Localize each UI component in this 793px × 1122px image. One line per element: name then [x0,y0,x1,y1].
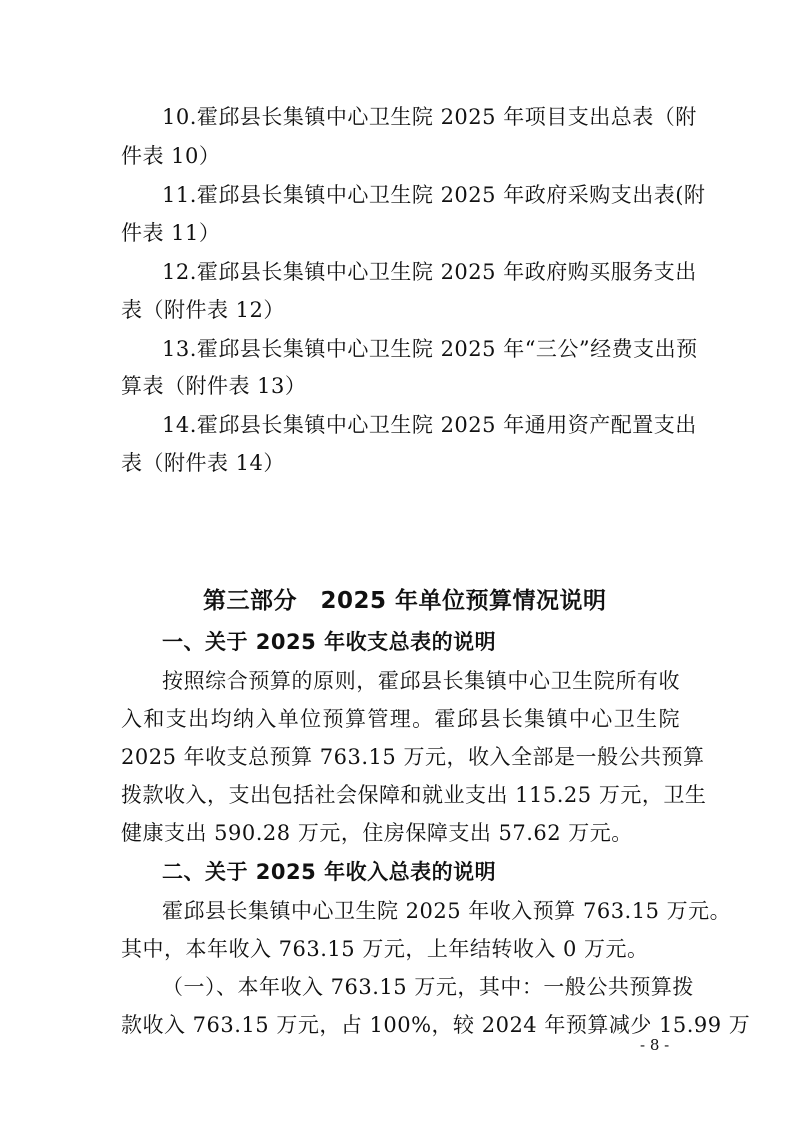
section-1-line-4: 拨款收入，支出包括社会保障和就业支出 115.25 万元，卫生 [121,783,707,807]
list-item-14-line1: 14.霍邱县长集镇中心卫生院 2025 年通用资产配置支出 [162,413,697,437]
list-item-12-line2: 表（附件表 12） [121,298,285,322]
section-2-heading: 二、关于 2025 年收入总表的说明 [162,860,497,884]
list-item-11-line2: 件表 11） [121,221,221,245]
list-item-13-line1: 13.霍邱县长集镇中心卫生院 2025 年“三公”经费支出预 [162,337,698,361]
list-item-10-line1: 10.霍邱县长集镇中心卫生院 2025 年项目支出总表（附 [162,105,697,129]
section-2-line-2: 其中，本年收入 763.15 万元，上年结转收入 0 万元。 [121,937,649,961]
list-item-14-line2: 表（附件表 14） [121,451,285,475]
section-2-line-4: 款收入 763.15 万元，占 100%，较 2024 年预算减少 15.99 万 [121,1013,751,1037]
section-1-line-5: 健康支出 590.28 万元，住房保障支出 57.62 万元。 [121,821,633,845]
section-2-line-1: 霍邱县长集镇中心卫生院 2025 年收入预算 763.15 万元。 [162,899,732,923]
section-1-heading: 一、关于 2025 年收支总表的说明 [162,630,497,654]
section-1-line-2: 入和支出均纳入单位预算管理。霍邱县长集镇中心卫生院 [121,707,680,731]
list-item-12-line1: 12.霍邱县长集镇中心卫生院 2025 年政府购买服务支出 [162,260,697,284]
section-2-line-3: （一）、本年收入 763.15 万元，其中：一般公共预算拨 [162,975,694,999]
part-title: 第三部分 2025 年单位预算情况说明 [203,588,607,614]
list-item-11-line1: 11.霍邱县长集镇中心卫生院 2025 年政府采购支出表(附 [162,183,706,207]
list-item-13-line2: 算表（附件表 13） [121,374,307,398]
list-item-10-line2: 件表 10） [121,144,221,168]
section-1-line-1: 按照综合预算的原则，霍邱县长集镇中心卫生院所有收 [162,669,680,693]
page-number: - 8 - [640,1036,670,1054]
section-1-line-3: 2025 年收支总预算 763.15 万元，收入全部是一般公共预算 [121,745,705,769]
